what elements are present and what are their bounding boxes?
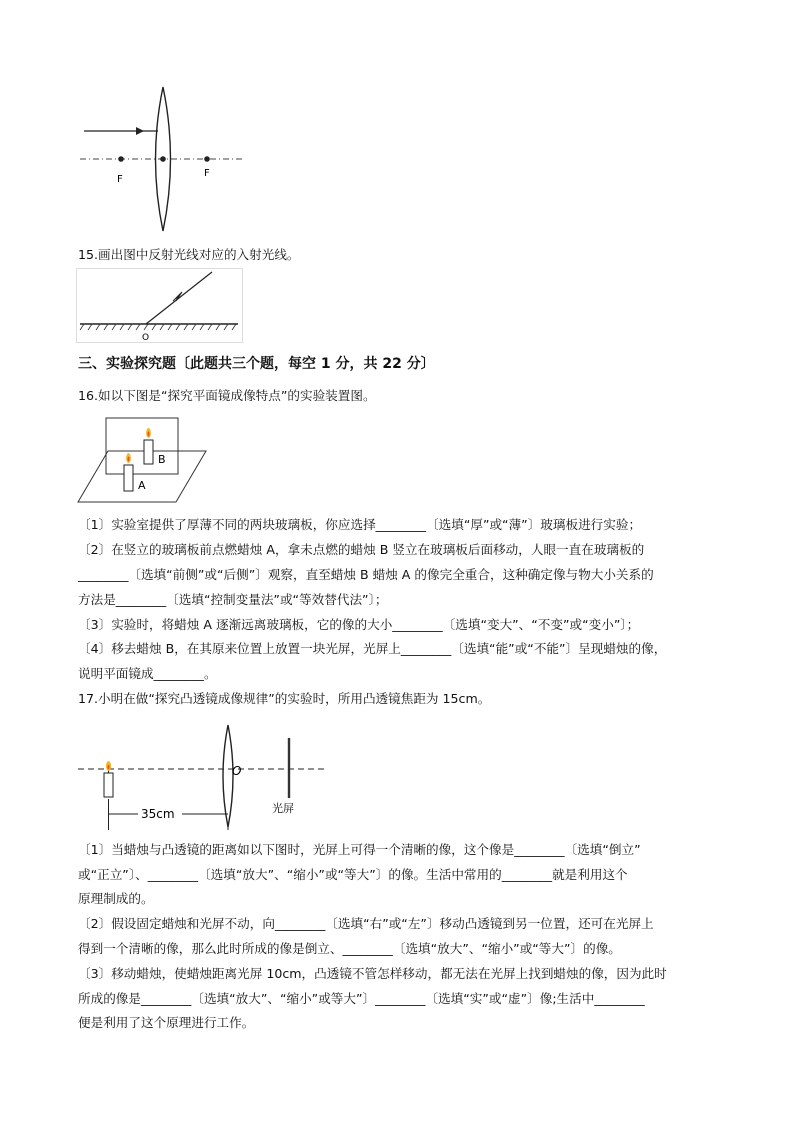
light-screen-label: 光屏 [272,802,294,815]
candle-b-label: B [158,453,166,466]
q16-line-2: 〔2〕在竖立的玻璃板前点燃蜡烛 A，拿未点燃的蜡烛 B 竖立在玻璃板后面移动，人眼一直在玻璃板的 [78,542,645,557]
table-surface [78,451,206,502]
optical-center-label: O [232,764,242,778]
q17-line-7: 所成的像是________〔选填“放大”、“缩小”或等大”〕________〔选填“实”或“虚”〕像;生活中________ [78,991,645,1006]
q17-intro: 17.小明在做“探究凸透镜成像规律”的实验时，所用凸透镜焦距为 15cm。 [78,691,491,706]
optical-center-point [160,156,166,162]
q17-line-5: 得到一个清晰的像，那么此时所成的像是倒立、________〔选填“放大”、“缩小”或“等大”〕的像。 [78,941,621,956]
q16-line-3: ________〔选填“前侧”或“后侧”〕观察，直至蜡烛 B 蜡烛 A 的像完全重合，这种确定像与物大小关系的 [78,567,654,582]
distance-label: 35cm [141,807,175,821]
q17-line-3: 原理制成的。 [78,891,154,906]
glass-plate [106,418,178,474]
candle-a-label: A [138,479,146,492]
focus-label-right: F [204,168,210,179]
q17-line-1: 〔1〕当蜡烛与凸透镜的距离如以下图时，光屏上可得一个清晰的像，这个像是________〔选填“倒立” [78,842,641,857]
plane-mirror-figure [76,416,208,506]
candle-b [144,428,153,464]
q16-line-1: 〔1〕实验室提供了厚薄不同的两块玻璃板，你应选择________〔选填“厚”或“薄”〕玻璃板进行实验； [78,517,642,532]
candle [104,761,113,797]
reflection-figure [76,268,244,344]
lens-experiment-figure [78,722,328,834]
section-three-heading: 三、实验探究题〔此题共三个题，每空 1 分，共 22 分〕 [78,356,435,372]
q15-text: 15.画出图中反射光线对应的入射光线。 [78,247,300,262]
candle-a [124,453,133,491]
q17-line-8: 便是利用了这个原理进行工作。 [78,1015,255,1030]
q17-line-4: 〔2〕假设固定蜡烛和光屏不动，向________〔选填“右”或“左”〕移动凸透镜到另一位置，还可在光屏上 [78,916,654,931]
q16-line-7: 说明平面镜成________。 [78,666,217,681]
q16-line-6: 〔4〕移去蜡烛 B，在其原来位置上放置一块光屏，光屏上________〔选填“能”或“不能”〕呈现蜡烛的像， [78,641,667,656]
q16-line-5: 〔3〕实验时，将蜡烛 A 逐渐远离玻璃板，它的像的大小________〔选填“变大”、“不变”或“变小”〕； [78,617,640,632]
focus-label-left: F [117,174,123,185]
incidence-point-label: O [142,333,150,343]
focus-point-right [204,156,210,162]
q16-line-4: 方法是________〔选填“控制变量法”或“等效替代法”〕； [78,592,388,607]
reflected-ray [146,272,212,324]
ray-arrowhead [136,127,144,135]
convex-lens-figure [78,85,248,235]
q17-line-2: 或“正立”〕、________〔选填“放大”、“缩小”或“等大”〕的像。生活中常用的________就是利用这个 [78,867,628,882]
q16-intro: 16.如以下图是“探究平面镜成像特点”的实验装置图。 [78,388,376,403]
figure-frame [77,269,243,343]
focus-point-left [118,156,124,162]
mirror-hatching [80,324,236,330]
q17-line-6: 〔3〕移动蜡烛，使蜡烛距离光屏 10cm，凸透镜不管怎样移动，都无法在光屏上找到蜡烛的像，因为此时 [78,966,667,981]
